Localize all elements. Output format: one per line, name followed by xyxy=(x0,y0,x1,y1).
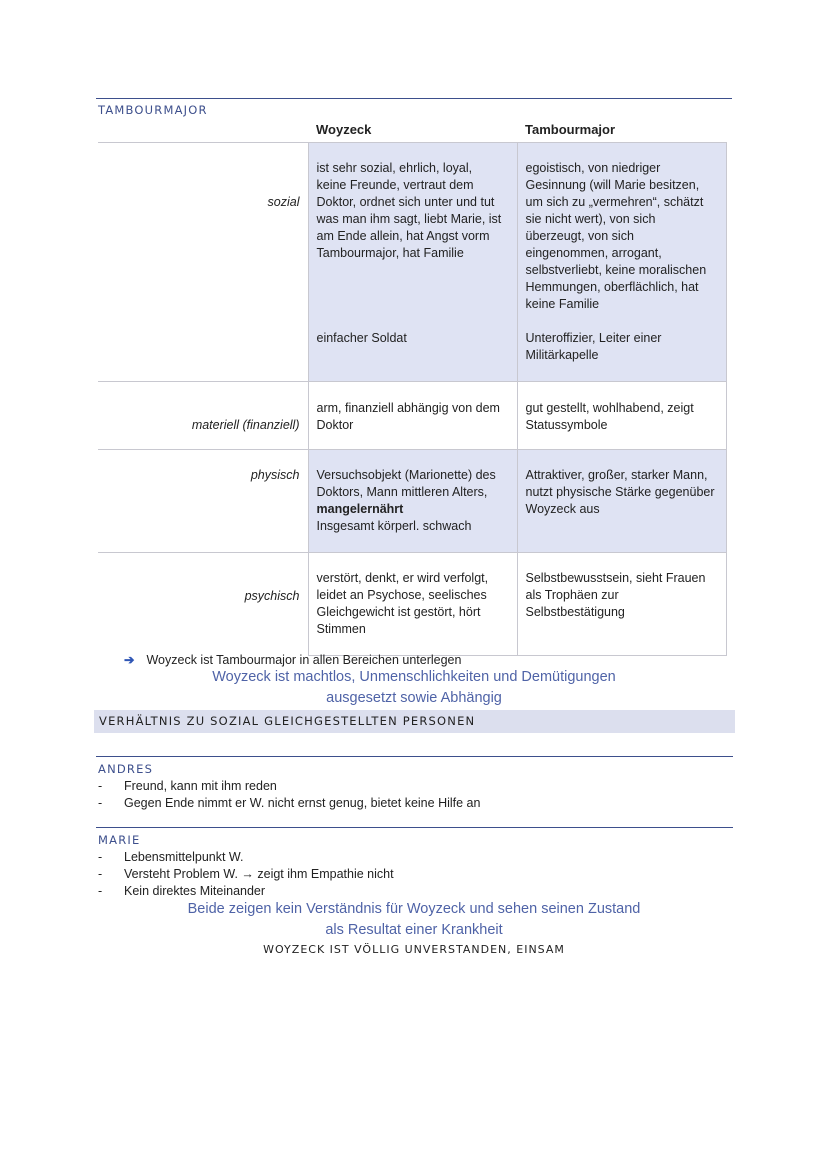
cell-text-bold: mangelernährt xyxy=(316,502,404,516)
andres-list xyxy=(98,778,480,812)
bullet-dash: - xyxy=(98,867,103,881)
cell-text: verstört, denkt, er wird verfolgt, leidet an Psychose, seelisches Gleichgewicht ist gestört, hört Stimmen xyxy=(316,571,489,636)
cell-text: Selbstbewusstsein, sieht Frauen als Trophäen zur Selbstbestätigung xyxy=(525,571,706,619)
row-label-psychisch xyxy=(98,553,308,656)
section-title-tambourmajor: TAMBOURMAJOR xyxy=(98,103,208,117)
row-label-materiell xyxy=(98,382,308,450)
list-item-text: Versteht Problem W. → zeigt ihm Empathie nicht xyxy=(124,867,394,881)
table-row xyxy=(98,553,726,656)
heading-band xyxy=(94,710,735,733)
row-label-text: sozial xyxy=(267,195,300,209)
cell-text: egoistisch, von niedriger Gesinnung (will Marie besitzen, um sich zu „vermehren“, schätzt sie nicht wert), von sich überzeugt, von sich eingenommen, arrogant, selbstverliebt, keine moralischen Hemmungen, oberflächlich, hat keine Familie xyxy=(525,161,707,311)
marie-label: MARIE xyxy=(98,833,141,847)
cell-physisch-tambourmajor xyxy=(517,450,726,553)
list-item-text: Gegen Ende nimmt er W. nicht ernst genug, bietet keine Hilfe an xyxy=(124,796,481,810)
conclusion-blue-line-2: ausgesetzt sowie Abhängig xyxy=(326,690,502,706)
row-label-sozial xyxy=(98,143,308,382)
cell-materiell-woyzeck xyxy=(308,382,517,450)
bullet-dash: - xyxy=(98,779,103,793)
cell-text-extra: Unteroffizier, Leiter einer Militärkapelle xyxy=(525,331,662,362)
final-caps-line: WOYZECK IST VÖLLIG UNVERSTANDEN, EINSAM xyxy=(263,943,565,956)
list-item xyxy=(98,883,394,900)
cell-sozial-tambourmajor xyxy=(517,143,726,382)
conclusion-blue-line-1: Woyzeck ist machtlos, Unmenschlichkeiten und Demütigungen xyxy=(212,669,616,685)
cell-text: gut gestellt, wohlhabend, zeigt Statussymbole xyxy=(525,401,694,432)
table-row xyxy=(98,382,726,450)
bullet-dash: - xyxy=(98,884,103,898)
cell-text: Versuchsobjekt (Marionette) des Doktors, Mann mittleren Alters, xyxy=(316,468,496,499)
marie-list xyxy=(98,849,394,900)
band-heading: VERHÄLTNIS ZU SOZIAL GLEICHGESTELLTEN PERSONEN xyxy=(99,714,476,728)
cell-text-extra: einfacher Soldat xyxy=(316,331,407,345)
arrow-right-icon: ➔ xyxy=(124,653,135,667)
andres-rule xyxy=(96,756,733,757)
row-label-text: physisch xyxy=(250,468,300,482)
table-header-row xyxy=(98,118,726,143)
table-row xyxy=(98,450,726,553)
comparison-table xyxy=(98,118,727,656)
cell-text: Attraktiver, großer, starker Mann, nutzt physische Stärke gegenüber Woyzeck aus xyxy=(525,468,715,516)
marie-rule xyxy=(96,827,733,828)
list-item-text: Kein direktes Miteinander xyxy=(124,884,266,898)
cell-sozial-woyzeck xyxy=(308,143,517,382)
row-label-physisch xyxy=(98,450,308,553)
cell-psychisch-woyzeck xyxy=(308,553,517,656)
row-label-text: psychisch xyxy=(244,589,300,603)
bullet-dash: - xyxy=(98,850,103,864)
list-item-text: Freund, kann mit ihm reden xyxy=(124,779,277,793)
header-tambourmajor: Tambourmajor xyxy=(525,122,616,137)
list-item xyxy=(98,795,480,812)
header-spacer xyxy=(98,118,308,143)
cell-text: ist sehr sozial, ehrlich, loyal, keine Freunde, vertraut dem Doktor, ordnet sich unter und tut was man ihm sagt, liebt Marie, ist am Ende allein, hat Angst vorm Tambourmajor, hat Familie xyxy=(316,161,502,260)
andres-label: ANDRES xyxy=(98,762,154,776)
cell-materiell-tambourmajor xyxy=(517,382,726,450)
conclusion-arrow-line xyxy=(124,652,461,667)
header-woyzeck: Woyzeck xyxy=(316,122,372,137)
list-item-text: Lebensmittelpunkt W. xyxy=(124,850,244,864)
list-item xyxy=(98,849,394,866)
list-item xyxy=(98,866,394,883)
cell-psychisch-tambourmajor xyxy=(517,553,726,656)
top-rule xyxy=(96,98,732,99)
final-blue-line-2: als Resultat einer Krankheit xyxy=(325,922,503,938)
row-label-text: materiell (finanziell) xyxy=(191,418,300,432)
table-row xyxy=(98,143,726,382)
final-blue-line-1: Beide zeigen kein Verständnis für Woyzeck und sehen seinen Zustand xyxy=(187,901,641,917)
bullet-dash: - xyxy=(98,796,103,810)
cell-text: arm, finanziell abhängig von dem Doktor xyxy=(316,401,500,432)
conclusion-arrow-text: Woyzeck ist Tambourmajor in allen Bereichen unterlegen xyxy=(146,653,462,667)
cell-physisch-woyzeck xyxy=(308,450,517,553)
cell-text: Insgesamt körperl. schwach xyxy=(316,519,472,533)
list-item xyxy=(98,778,480,795)
